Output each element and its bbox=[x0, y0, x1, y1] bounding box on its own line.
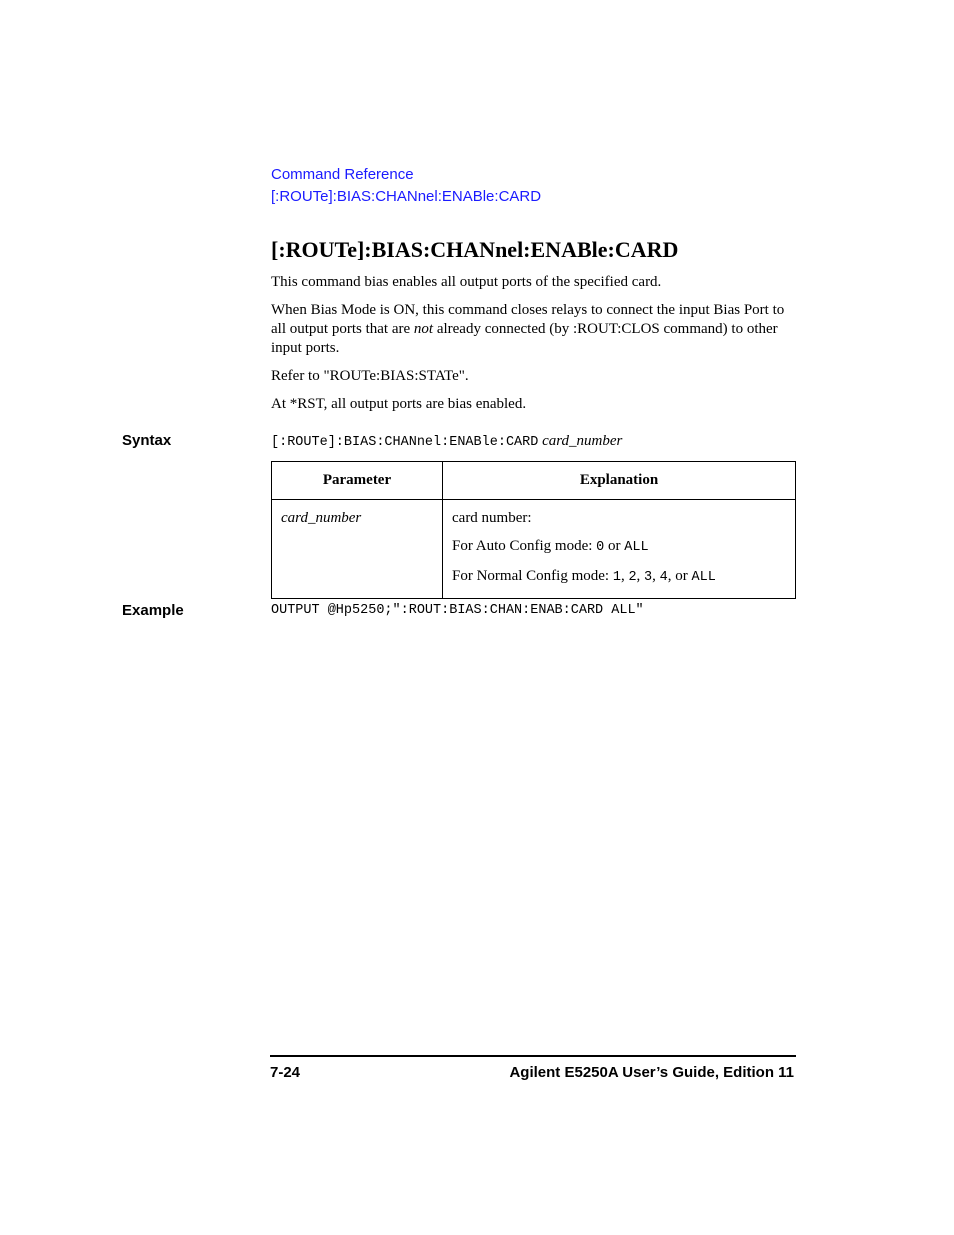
syntax-line bbox=[271, 431, 622, 453]
normal-config-label: For Normal Config mode: bbox=[452, 568, 613, 584]
normal-config-value-all: ALL bbox=[691, 570, 716, 585]
description-paragraph: This command bias enables all output ports of the specified card. bbox=[271, 274, 662, 290]
bias-mode-text-emphasis: not bbox=[413, 321, 434, 337]
reset-paragraph: At *RST, all output ports are bias enabled. bbox=[271, 396, 527, 412]
breadcrumb-subsection[interactable]: [:ROUTe]:BIAS:CHANnel:ENABle:CARD bbox=[271, 188, 542, 205]
normal-config-value-2: 2 bbox=[628, 570, 637, 585]
breadcrumb-section[interactable]: Command Reference bbox=[271, 166, 414, 183]
normal-config-value-4: 4 bbox=[659, 570, 668, 585]
example-label: Example bbox=[122, 602, 184, 619]
explanation-line-card-number: card number: bbox=[452, 510, 532, 526]
table-header-parameter: Parameter bbox=[272, 462, 443, 500]
normal-config-value-3: 3 bbox=[644, 570, 653, 585]
auto-config-or: or bbox=[604, 538, 625, 554]
bias-mode-text-start: When Bias Mode is ON, this command closes relays to connect the input Bias Port to all output ports that are bbox=[271, 302, 785, 337]
normal-config-sep: , bbox=[620, 568, 629, 584]
syntax-command: [:ROUTe]:BIAS:CHANnel:ENABle:CARD bbox=[271, 435, 539, 450]
syntax-label: Syntax bbox=[122, 432, 172, 449]
normal-config-or: , or bbox=[667, 568, 692, 584]
explanation-line-auto-config bbox=[452, 532, 786, 562]
page-title: [:ROUTe]:BIAS:CHANnel:ENABle:CARD bbox=[271, 237, 679, 262]
footer-rule bbox=[270, 1055, 796, 1057]
bias-mode-paragraph bbox=[271, 301, 801, 358]
page-number: 7-24 bbox=[270, 1064, 301, 1081]
normal-config-value-1: 1 bbox=[612, 570, 621, 585]
parameter-name: card_number bbox=[281, 510, 362, 526]
explanation-line-normal-config bbox=[452, 562, 786, 592]
parameter-table bbox=[271, 461, 796, 599]
normal-config-sep: , bbox=[636, 568, 645, 584]
example-code: OUTPUT @Hp5250;":ROUT:BIAS:CHAN:ENAB:CARD ALL" bbox=[271, 603, 644, 618]
syntax-argument: card_number bbox=[542, 433, 623, 449]
table-row bbox=[272, 500, 796, 599]
table-header-explanation: Explanation bbox=[443, 462, 796, 500]
parameter-cell bbox=[272, 500, 443, 599]
table-header-row bbox=[272, 462, 796, 500]
auto-config-value-all: ALL bbox=[624, 540, 649, 555]
explanation-cell bbox=[443, 500, 796, 599]
normal-config-sep: , bbox=[652, 568, 660, 584]
reference-paragraph: Refer to "ROUTe:BIAS:STATe". bbox=[271, 368, 469, 384]
bias-mode-text-end: already connected (by :ROUT:CLOS command) to other input ports. bbox=[271, 321, 778, 356]
guide-title: Agilent E5250A User’s Guide, Edition 11 bbox=[509, 1064, 794, 1081]
auto-config-label: For Auto Config mode: bbox=[452, 538, 597, 554]
auto-config-value-0: 0 bbox=[596, 540, 605, 555]
